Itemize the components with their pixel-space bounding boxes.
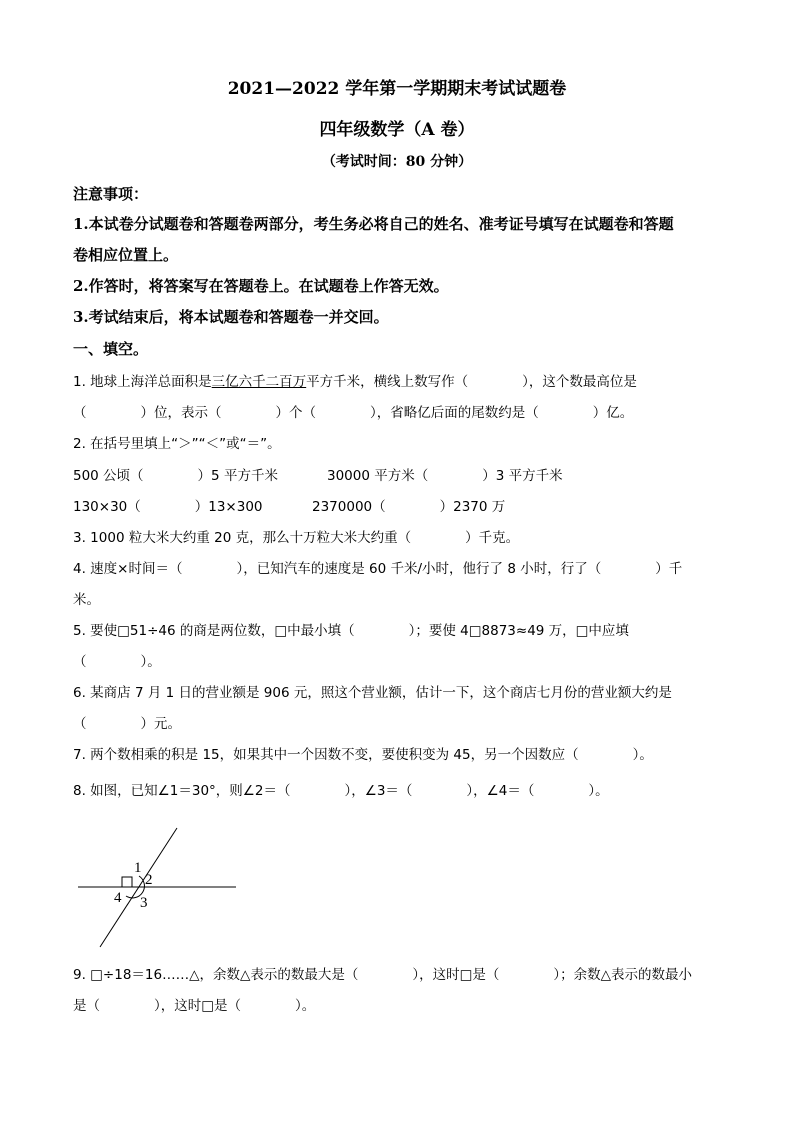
question-3: 3. 1000 粒大米大约重 20 克，那么十万粒大米大约重（ ）千克。 [73,530,520,546]
question-5-line-2: （ ）。 [73,654,161,670]
q1-underlined: 三亿六千二百万 [211,374,307,390]
section-heading: 一、填空。 [73,340,149,358]
note-2: 2.作答时，将答案写在答题卷上。在试题卷上作答无效。 [73,277,449,295]
question-6-line-2: （ ）元。 [73,716,181,732]
q1-pre: 1. 地球上海洋总面积是 [73,374,212,390]
angle-figure [70,820,250,955]
question-6-line-1: 6. 某商店 7 月 1 日的营业额是 906 元，照这个营业额，估计一下，这个商店七月份的营业额大约是 [73,685,672,701]
angle-label-4: 4 [114,890,122,906]
angle-marker-square [122,877,132,887]
question-2-item-a: 500 公顷（ ）5 平方千米 [73,468,278,484]
angle-label-1: 1 [134,860,142,876]
question-4-line-2: 米。 [73,592,100,608]
question-9-line-1: 9. □÷18＝16……△，余数△表示的数最大是（ ），这时□是（ ）；余数△表示的数最小 [73,967,692,983]
question-8: 8. 如图，已知∠1＝30°，则∠2＝（ ），∠3＝（ ），∠4＝（ ）。 [73,783,609,799]
question-5-line-1: 5. 要使□51÷46 的商是两位数，□中最小填（ ）；要使 4□8873≈49 万，□中应填 [73,623,629,639]
note-1-line-2: 卷相应位置上。 [73,246,179,264]
note-3: 3.考试结束后，将本试题卷和答题卷一并交回。 [73,308,389,326]
note-1-line-1: 1.本试卷分试题卷和答题卷两部分，考生务必将自己的姓名、准考证号填写在试题卷和答题 [73,215,674,233]
q1-post: 平方千米，横线上数写作（ ），这个数最高位是 [306,374,637,390]
question-2-item-d: 2370000（ ）2370 万 [312,499,506,515]
question-2-stem: 2. 在括号里填上“＞”“＜”或“＝”。 [73,436,281,452]
question-4-line-1: 4. 速度×时间＝（ ），已知汽车的速度是 60 千米/小时，他行了 8 小时，行了（ ）千 [73,561,683,577]
question-2-item-c: 130×30（ ）13×300 [73,499,263,515]
question-1-line-2: （ ）位，表示（ ）个（ ），省略亿后面的尾数约是（ ）亿。 [73,405,634,421]
exam-time: （考试时间：80 分钟） [321,154,473,170]
question-1-line-1 [73,370,637,390]
question-7: 7. 两个数相乘的积是 15，如果其中一个因数不变，要使积变为 45，另一个因数应（ ）。 [73,747,653,763]
angle-label-3: 3 [140,895,148,911]
question-9-line-2: 是（ ），这时□是（ ）。 [73,998,316,1014]
question-2-item-b: 30000 平方米（ ）3 平方千米 [327,468,563,484]
notes-heading: 注意事项： [73,185,149,203]
exam-subtitle: 四年级数学（A 卷） [319,120,475,140]
exam-title: 2021—2022 学年第一学期期末考试试题卷 [227,79,567,99]
angle-label-2: 2 [145,872,153,888]
